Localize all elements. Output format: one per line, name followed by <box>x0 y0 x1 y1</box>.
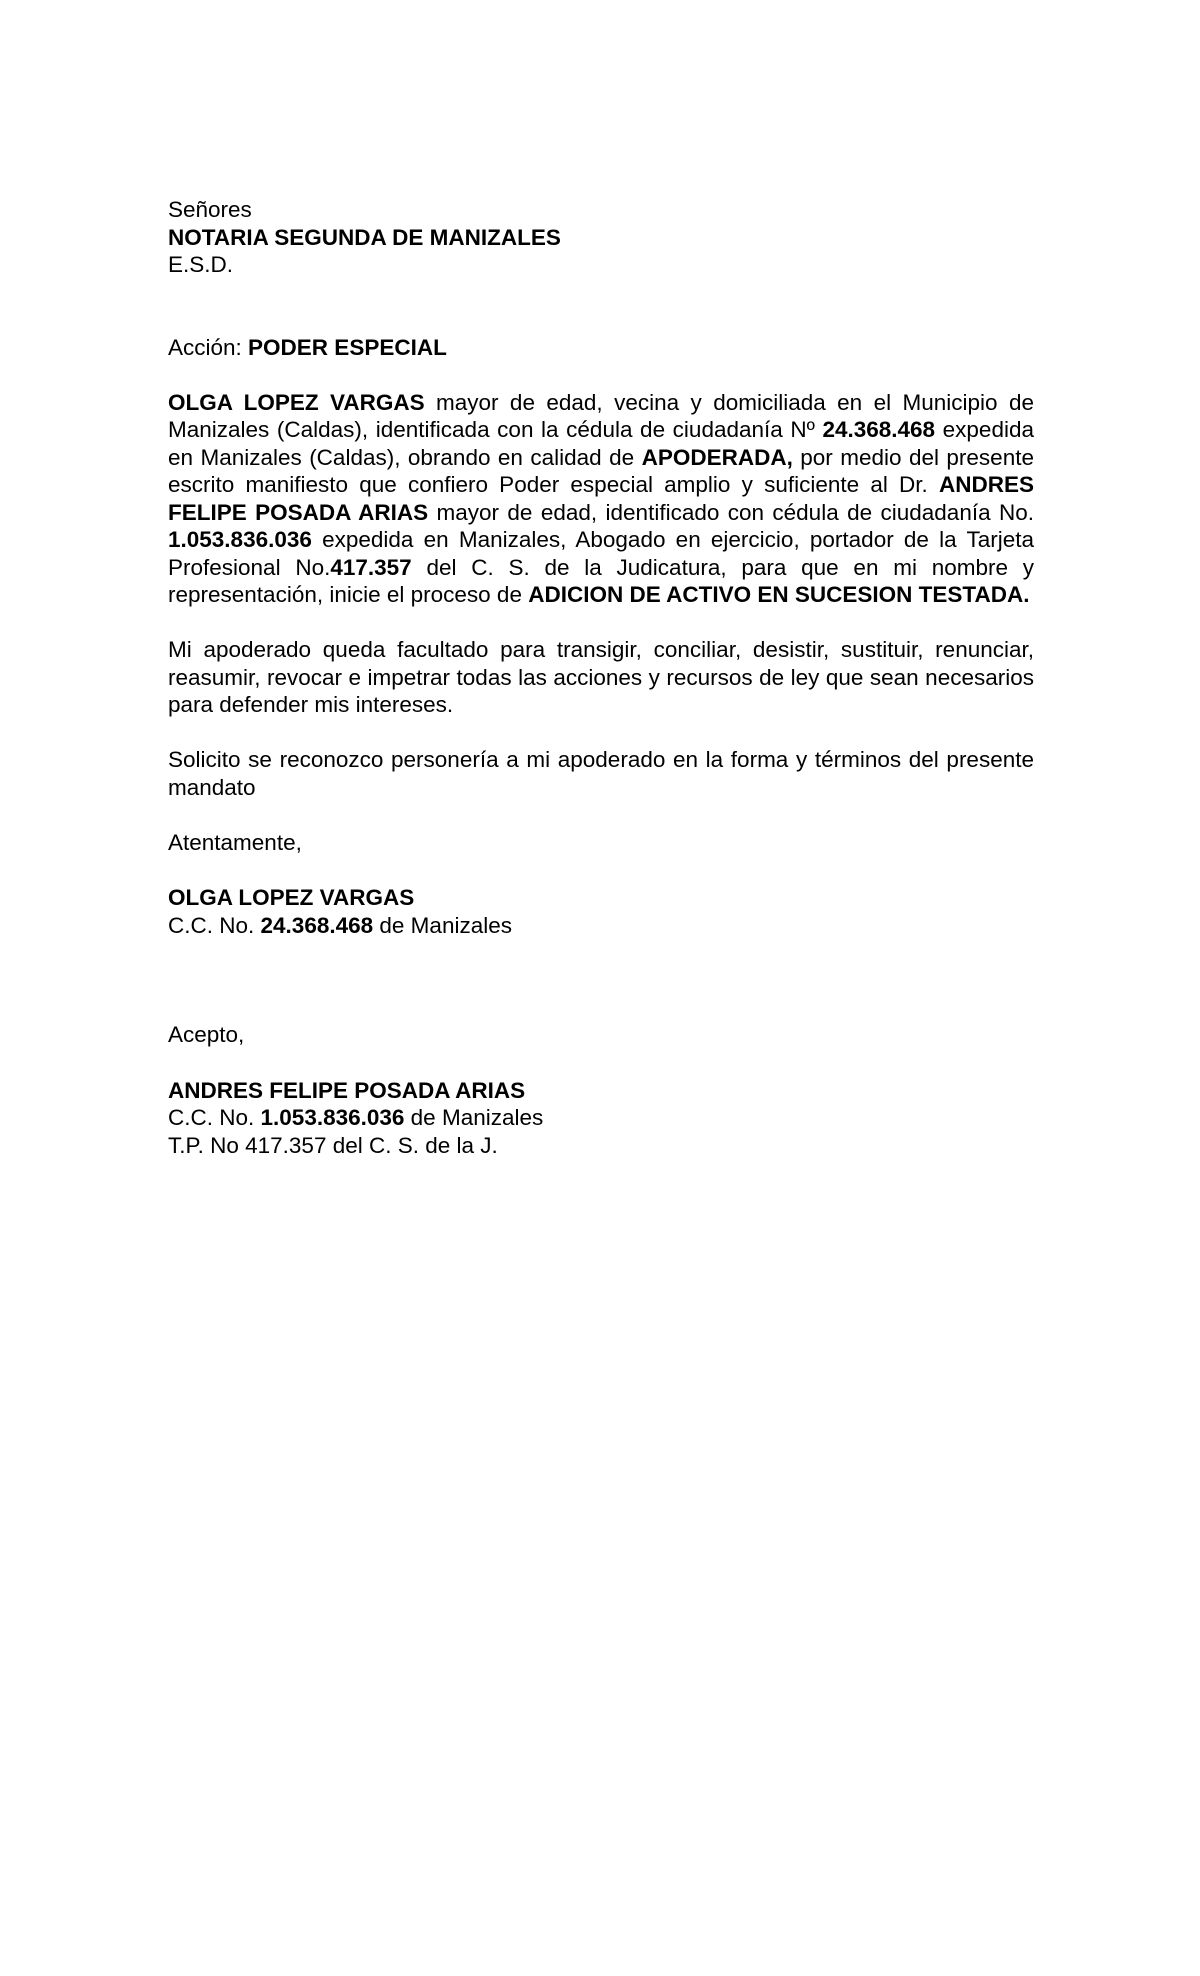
id-suffix: de Manizales <box>373 912 512 938</box>
id-number: 1.053.836.036 <box>260 1105 405 1130</box>
grantor-name: OLGA LOPEZ VARGAS <box>168 389 425 415</box>
addressee <box>168 224 1034 252</box>
id-number: 24.368.468 <box>260 912 374 938</box>
action-value: PODER ESPECIAL <box>248 334 447 360</box>
grantor-id: 24.368.468 <box>822 417 936 442</box>
body-paragraph-1 <box>168 389 1034 609</box>
acceptance: Acepto, <box>168 1022 245 1047</box>
salutation: Señores <box>168 197 252 222</box>
action-line <box>168 334 1034 362</box>
attorney-id: 1.053.836.036 <box>168 527 312 552</box>
signer-1-name <box>168 884 1034 912</box>
signer-2-name-text: ANDRES FELIPE POSADA ARIAS <box>168 1077 526 1103</box>
attorney-name: ANDRES FELIPE POSADA ARIAS <box>168 472 1034 525</box>
paragraph-text: del C. S. de la Judicatura, para que en mi nombre y representación, inicie el proceso de <box>168 554 1034 607</box>
paragraph-text: mayor de edad, identificado con cédula de ciudadanía No. <box>428 499 1034 525</box>
process-name: ADICION DE ACTIVO EN SUCESION TESTADA. <box>528 582 1030 607</box>
id-suffix: de Manizales <box>404 1105 544 1130</box>
document-body <box>168 196 1034 1159</box>
capacity: APODERADA, <box>641 444 793 470</box>
signer-1-id <box>168 912 1034 940</box>
signer-2-tp: T.P. No 417.357 del C. S. de la J. <box>168 1132 498 1158</box>
paragraph-text: expedida en Manizales, Abogado en ejercicio, portador de la Tarjeta Profesional No. <box>168 527 1034 580</box>
signer-2-name <box>168 1077 1034 1105</box>
esd-line: E.S.D. <box>168 252 234 277</box>
signer-1-name-text: OLGA LOPEZ VARGAS <box>168 885 415 910</box>
body-paragraph-2: Mi apoderado queda facultado para transigir, conciliar, desistir, sustituir, renunciar, reasumir, revocar e impetrar todas las acciones y recursos de ley que sean necesarios para defender mis intereses. <box>168 637 1034 717</box>
addressee-name: NOTARIA SEGUNDA DE MANIZALES <box>168 224 561 250</box>
paragraph-text: por medio del presente escrito manifiesto que confiero Poder especial amplio y suficiente al Dr. <box>168 444 1034 497</box>
id-prefix: C.C. No. <box>168 912 261 938</box>
paragraph-text: expedida en Manizales (Caldas), obrando en calidad de <box>168 417 1034 470</box>
id-prefix: C.C. No. <box>168 1105 261 1130</box>
signer-2-id <box>168 1104 1034 1132</box>
action-label: Acción: <box>168 334 249 360</box>
closing: Atentamente, <box>168 829 302 855</box>
paragraph-text: mayor de edad, vecina y domiciliada en el Municipio de Manizales (Caldas), identificada con la cédula de ciudadanía Nº <box>168 389 1035 442</box>
body-paragraph-3: Solicito se reconozco personería a mi apoderado en la forma y términos del presente mandato <box>168 747 1034 800</box>
professional-card: 417.357 <box>330 554 412 580</box>
